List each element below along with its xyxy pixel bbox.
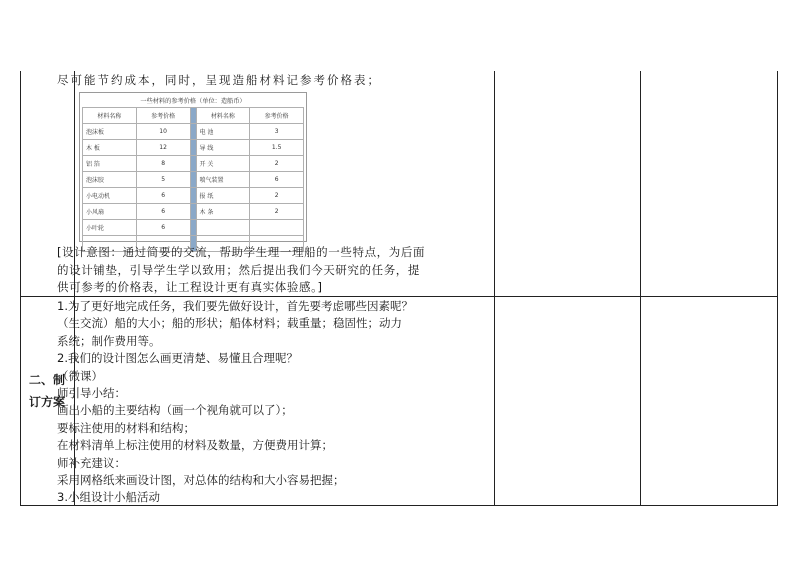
table-divider-3 xyxy=(640,71,641,506)
table-row xyxy=(83,188,304,204)
material-price: 3 xyxy=(250,124,304,140)
design-intent xyxy=(57,244,471,297)
price-table-title: 一些材料的参考价格（单位：造船币） xyxy=(140,98,246,105)
material-name: 木 板 xyxy=(83,140,137,156)
header-cell: 参考价格 xyxy=(136,108,190,124)
plan-content xyxy=(57,298,471,507)
section-label-line: 二、制 xyxy=(28,373,65,387)
table-row xyxy=(83,140,304,156)
material-price: 8 xyxy=(136,156,190,172)
design-intent-line: 的设计铺垫，引导学生学以致用；然后提出我们今天研究的任务，提 xyxy=(57,262,420,277)
material-price: 5 xyxy=(136,172,190,188)
material-price: 6 xyxy=(250,172,304,188)
table-row xyxy=(83,172,304,188)
material-name: 木 条 xyxy=(196,204,250,220)
price-table xyxy=(82,107,304,252)
plan-line: 系统；制作费用等。 xyxy=(57,333,161,348)
material-name: 电 池 xyxy=(196,124,250,140)
table-row xyxy=(83,156,304,172)
material-name: 泡沫胶 xyxy=(83,172,137,188)
material-price: 1.5 xyxy=(250,140,304,156)
material-price: 10 xyxy=(136,124,190,140)
plan-line: 师补充建议： xyxy=(57,455,126,470)
material-name xyxy=(196,220,250,236)
price-reference-image xyxy=(79,92,307,242)
plan-line: 画出小船的主要结构（画一个视角就可以了）； xyxy=(57,403,293,418)
header-cell: 材料名称 xyxy=(83,108,137,124)
material-price xyxy=(250,220,304,236)
intro-line xyxy=(57,72,471,89)
material-name: 铝 箔 xyxy=(83,156,137,172)
material-price: 6 xyxy=(136,188,190,204)
material-name: 泡沫板 xyxy=(83,124,137,140)
header-cell: 材料名称 xyxy=(196,108,250,124)
plan-line: （生交流）船的大小；船的形状；船体材料；载重量；稳固性；动力 xyxy=(57,316,402,331)
table-row xyxy=(83,220,304,236)
material-price: 12 xyxy=(136,140,190,156)
material-name: 报 纸 xyxy=(196,188,250,204)
table-divider-2 xyxy=(494,71,495,506)
plan-line: 在材料清单上标注使用的材料及数量，方便费用计算； xyxy=(57,438,333,453)
price-table-header xyxy=(83,108,304,124)
plan-line: 1.为了更好地完成任务，我们要先做好设计，首先要考虑哪些因素呢？ xyxy=(57,299,413,313)
material-name: 开 关 xyxy=(196,156,250,172)
design-intent-line: [设计意图：通过简要的交流，帮助学生理一理船的一些特点，为后面 xyxy=(57,245,426,259)
table-border-left xyxy=(20,71,21,506)
plan-line: 2.我们的设计图怎么画更清楚、易懂且合理呢？ xyxy=(57,351,298,366)
section-label-line: 订方案 xyxy=(28,395,65,409)
plan-line: （微课） xyxy=(57,368,103,383)
material-name: 小电动机 xyxy=(83,188,137,204)
table-row xyxy=(83,124,304,140)
table-border-right xyxy=(777,71,778,506)
material-name: 导 线 xyxy=(196,140,250,156)
material-price: 6 xyxy=(136,220,190,236)
plan-line: 3.小组设计小船活动 xyxy=(57,490,160,505)
material-name: 喷气装置 xyxy=(196,172,250,188)
material-price: 2 xyxy=(250,188,304,204)
material-name: 小风扇 xyxy=(83,204,137,220)
header-cell: 参考价格 xyxy=(250,108,304,124)
table-row xyxy=(83,204,304,220)
material-name: 小叶轮 xyxy=(83,220,137,236)
plan-line: 采用网格纸来画设计图，对总体的结构和大小容易把握； xyxy=(57,473,345,488)
design-intent-line: 供可参考的价格表，让工程设计更有真实体验感。] xyxy=(57,280,323,295)
intro-text: 尽可能节约成本，同时，呈现造船材料记参考价格表； xyxy=(57,73,381,87)
plan-line: 师引导小结： xyxy=(57,386,126,401)
material-price: 2 xyxy=(250,204,304,220)
material-price: 6 xyxy=(136,204,190,220)
material-price: 2 xyxy=(250,156,304,172)
plan-line: 要标注使用的材料和结构； xyxy=(57,420,195,435)
